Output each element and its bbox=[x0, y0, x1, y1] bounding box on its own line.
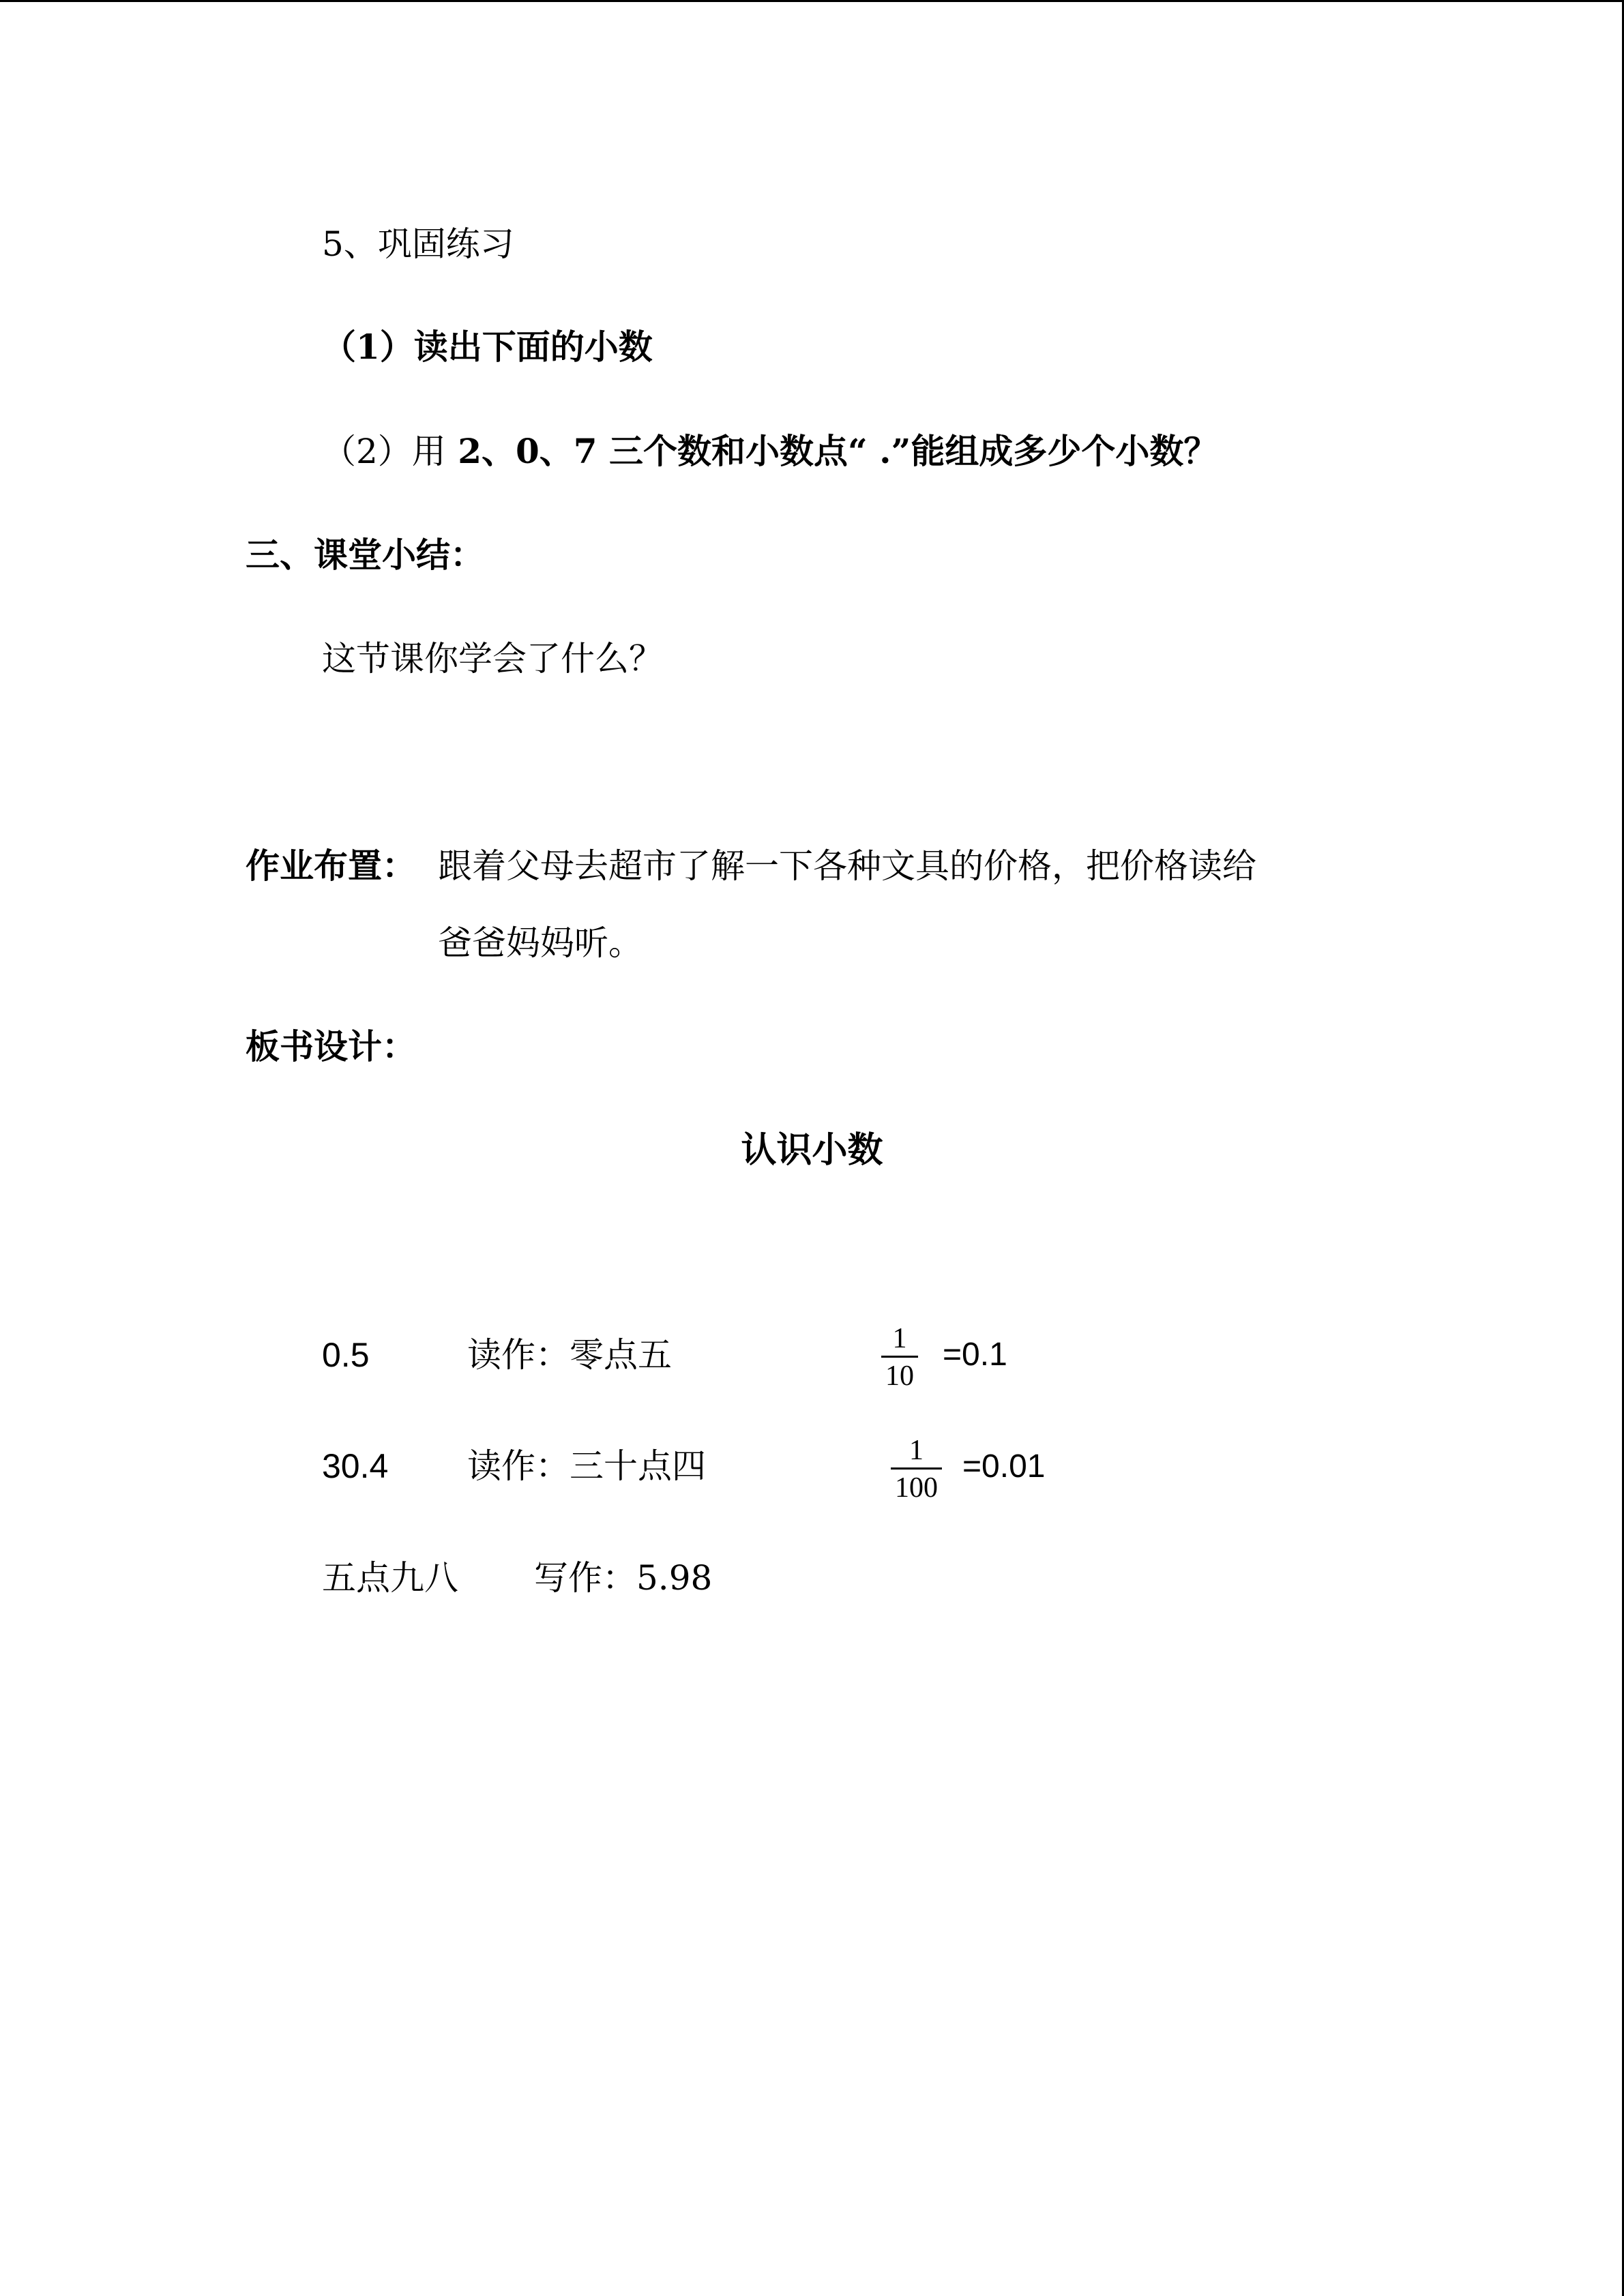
fraction-one-hundredth-equals: =0.01 bbox=[962, 1448, 1046, 1485]
board-row-3-writing-text: 写作：5.98 bbox=[534, 1558, 713, 1598]
fraction-one-tenth-equals: =0.1 bbox=[943, 1337, 1007, 1373]
practice-item-2-text: 2、0、7 三个数和小数点“ .”能组成多少个小数？ bbox=[445, 431, 1218, 471]
fraction-one-hundredth-denominator: 100 bbox=[895, 1472, 938, 1504]
board-row-3-writing bbox=[534, 1558, 713, 1598]
fraction-one-hundredth-numerator: 1 bbox=[909, 1435, 924, 1466]
board-label: 板书设计： bbox=[246, 1026, 416, 1067]
practice-heading: 5、巩固练习 bbox=[322, 224, 514, 264]
fraction-one-tenth-denominator: 10 bbox=[885, 1360, 914, 1392]
board-row-3-text: 五点九八 bbox=[322, 1558, 458, 1598]
board-title: 认识小数 bbox=[741, 1129, 883, 1171]
fraction-one-tenth-numerator: 1 bbox=[892, 1323, 907, 1354]
summary-question: 这节课你学会了什么？ bbox=[322, 639, 663, 679]
board-row-2-number: 30.4 bbox=[322, 1447, 389, 1485]
homework-label: 作业布置： bbox=[246, 846, 416, 886]
practice-item-2 bbox=[322, 431, 1218, 471]
practice-item-2-prefix: （2）用 bbox=[322, 432, 446, 471]
fraction-one-hundredth bbox=[891, 1436, 942, 1502]
summary-heading: 三、课堂小结： bbox=[246, 535, 484, 575]
fraction-one-tenth bbox=[881, 1324, 918, 1390]
board-row-1-number: 0.5 bbox=[322, 1336, 370, 1374]
board-row-2-reading: 读作：三十点四 bbox=[467, 1446, 706, 1486]
homework-line-1: 跟着父母去超市了解一下各种文具的价格，把价格读给 bbox=[438, 846, 1256, 886]
board-row-1-reading: 读作：零点五 bbox=[467, 1335, 672, 1375]
page-border-top bbox=[0, 0, 1624, 2]
homework-line-2: 爸爸妈妈听。 bbox=[438, 923, 643, 963]
practice-item-1: （1）读出下面的小数 bbox=[322, 327, 653, 367]
